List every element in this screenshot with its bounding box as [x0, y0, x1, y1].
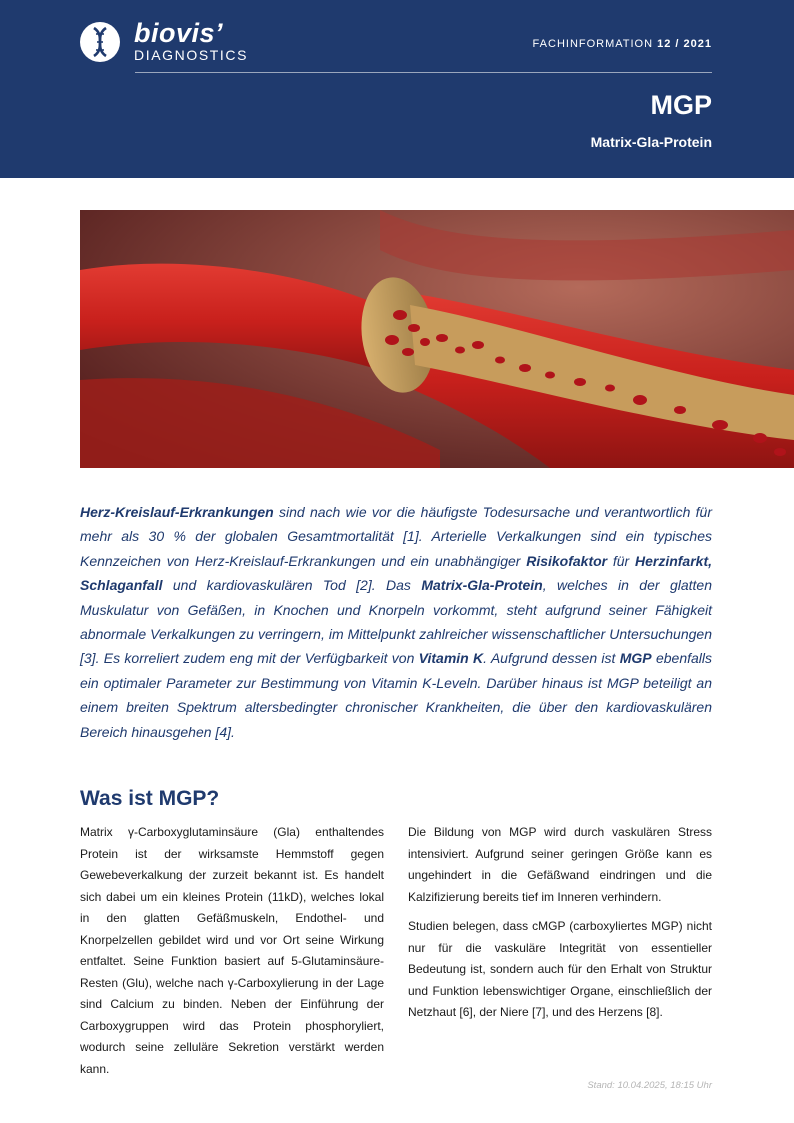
blood-vessel-illustration — [80, 210, 794, 468]
column-right — [408, 822, 712, 1032]
right-paragraph-2: Studien belegen, dass cMGP (carboxyliertes MGP) nicht nur für die vaskuläre Integrität von essentieller Bedeutung ist, sondern auch für den Erhalt von Struktur und Funktion lebenswichtiger Organe, einschließlich der Netzhaut [6], der Niere [7], und des Herzens [8]. — [408, 919, 712, 1019]
header-divider — [135, 72, 712, 73]
logo-sub-text: DIAGNOSTICS — [134, 47, 249, 63]
intro-text: . Aufgrund dessen ist — [483, 650, 620, 667]
intro-text: und kardiovaskulären Tod [2]. Das — [162, 577, 422, 594]
intro-bold-vitamin-k: Vitamin K — [418, 650, 484, 667]
intro-text: für — [607, 552, 635, 569]
intro-text: ebenfalls ein optimaler Parameter zur Bestimmung von Vitamin K-Leveln. Darüber hinaus ist MGP beteiligt an einem breiten Spektrum altersbedingter chronischer Krankheiten, die über den kardiovaskulären Bereich hinausgehen [4]. — [80, 650, 712, 740]
intro-bold-infarct: Herzinfarkt, Schlaganfall — [80, 552, 712, 594]
hero-image — [80, 210, 794, 468]
intro-text: sind nach wie vor die häufigste Todesursache und verantwortlich für mehr als 30 % der globalen Gesamtmortalität [1]. Arterielle Verkalkungen sind ein typisches Kennzeichen von Herz-Kreislauf-Erkrankungen und ein unabhängiger — [80, 504, 712, 569]
page-subtitle: Matrix-Gla-Protein — [590, 134, 712, 150]
dna-helix-icon — [80, 22, 120, 62]
left-paragraph-1: Matrix γ-Carboxyglutaminsäure (Gla) enthaltendes Protein ist der wirksamste Hemmstoff gegen Gewebeverkalkung der zurzeit bekannt ist. Es handelt sich dabei um ein kleines Protein (11kD), welches lokal in den glatten Gefäßmuskeln, Endothel- und Knorpelzellen gebildet wird und vor Ort seine Wirkung entfaltet. Seine Funktion basiert auf 5-Glutaminsäure-Resten (Glu), welche nach γ-Carboxylierung in der Lage sind Calcium zu binden. Neben der Einführung der Carboxygruppen wird das Protein phosphoryliert, wodurch seine zelluläre Sekretion verstärkt werden kann. — [80, 825, 384, 1076]
intro-bold-cardiovascular: Herz-Kreislauf-Erkrankungen — [80, 504, 274, 520]
intro-text: , welches in der glatten Muskulatur von Gefäßen, in Knochen und Knorpeln vorkommt, steht aufgrund seiner Fähigkeit abnormale Verkalkungen zu verringern, im Mittelpunkt zahlreicher wissenschaftlicher Untersuchungen [3]. Es korreliert zudem eng mit der Verfügbarkeit von — [80, 577, 712, 667]
intro-paragraph — [80, 500, 712, 744]
header-banner — [0, 0, 794, 178]
logo-brand-text: biovis’ — [134, 18, 224, 48]
right-paragraph-1: Die Bildung von MGP wird durch vaskulären Stress intensiviert. Aufgrund seiner geringen Größe kann es ungehindert in die Gefäßwand eindringen und die Kalzifizierung bereits tief im Inneren verhindern. — [408, 825, 712, 904]
fachinfo-number: 12 / 2021 — [657, 38, 712, 50]
intro-bold-mgp: MGP — [619, 650, 652, 667]
stand-date: Stand: 10.04.2025, 18:15 Uhr — [587, 1080, 712, 1091]
fachinformation-label — [533, 38, 712, 50]
column-left — [80, 822, 384, 1088]
page-title: MGP — [650, 90, 712, 120]
section-heading: Was ist MGP? — [80, 787, 220, 810]
biovis-logo[interactable] — [80, 20, 260, 64]
fachinfo-prefix: FACHINFORMATION — [532, 38, 654, 50]
intro-bold-risk: Risikofaktor — [526, 552, 608, 569]
intro-bold-mgp-full: Matrix-Gla-Protein — [421, 577, 543, 594]
